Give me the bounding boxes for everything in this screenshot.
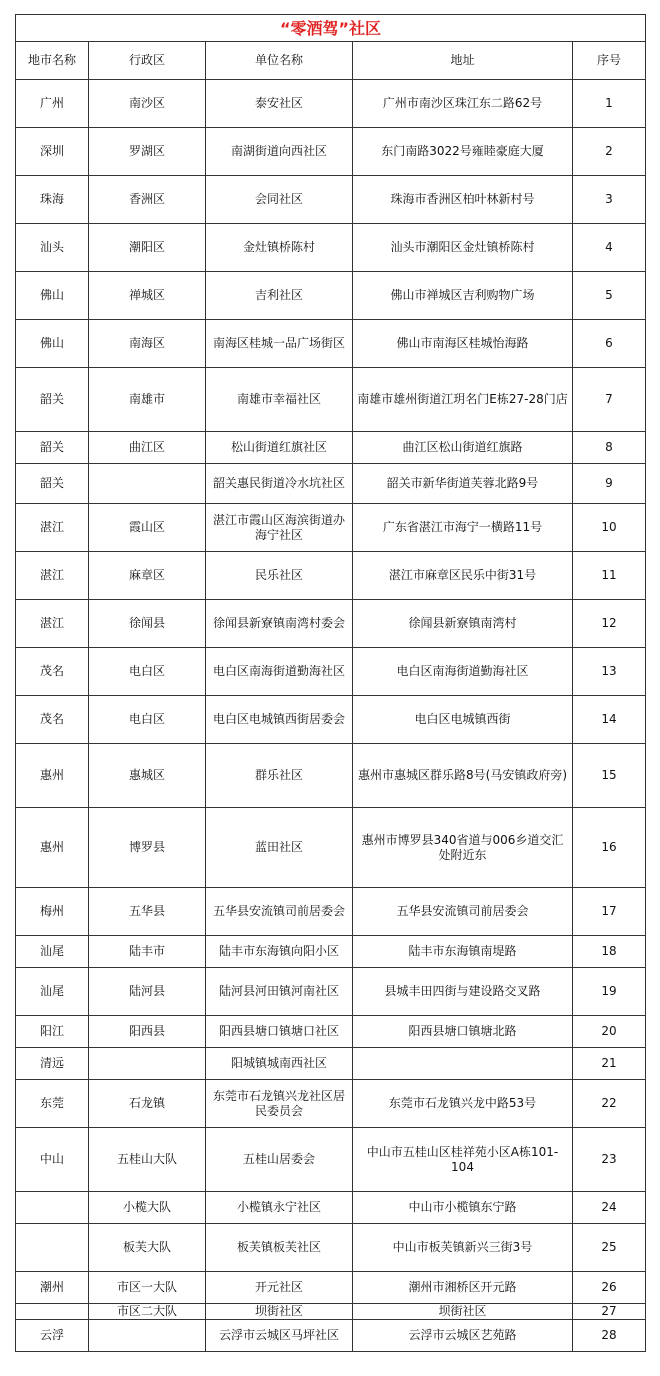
unit-cell: 陆河县河田镇河南社区: [206, 968, 353, 1016]
city-cell: 深圳: [16, 128, 89, 176]
header-number: 序号: [573, 42, 646, 80]
address-cell: 广州市南沙区珠江东二路62号: [353, 80, 573, 128]
address-cell: 徐闻县新寮镇南湾村: [353, 600, 573, 648]
city-cell: 汕尾: [16, 936, 89, 968]
number-cell: 18: [573, 936, 646, 968]
district-cell: 阳西县: [89, 1016, 206, 1048]
number-cell: 14: [573, 696, 646, 744]
district-cell: 五桂山大队: [89, 1128, 206, 1192]
table-row: [16, 504, 646, 552]
number-cell: 22: [573, 1080, 646, 1128]
table-row: [16, 1080, 646, 1128]
table-row: [16, 224, 646, 272]
city-cell: 潮州: [16, 1272, 89, 1304]
city-cell: 佛山: [16, 320, 89, 368]
unit-cell: 电白区南海街道勤海社区: [206, 648, 353, 696]
city-cell: 云浮: [16, 1320, 89, 1352]
address-cell: 潮州市湘桥区开元路: [353, 1272, 573, 1304]
district-cell: 惠城区: [89, 744, 206, 808]
number-cell: 19: [573, 968, 646, 1016]
city-cell: 珠海: [16, 176, 89, 224]
district-cell: [89, 1048, 206, 1080]
address-cell: 阳西县塘口镇塘北路: [353, 1016, 573, 1048]
number-cell: 25: [573, 1224, 646, 1272]
address-cell: 南雄市雄州街道江玥名门E栋27-28门店: [353, 368, 573, 432]
unit-cell: 群乐社区: [206, 744, 353, 808]
number-cell: 26: [573, 1272, 646, 1304]
address-cell: 佛山市禅城区吉利购物广场: [353, 272, 573, 320]
number-cell: 16: [573, 808, 646, 888]
table-title: “零酒驾”社区: [16, 15, 646, 42]
number-cell: 28: [573, 1320, 646, 1352]
unit-cell: 东莞市石龙镇兴龙社区居民委员会: [206, 1080, 353, 1128]
table-row: [16, 1304, 646, 1320]
district-cell: 罗湖区: [89, 128, 206, 176]
table-row: [16, 176, 646, 224]
city-cell: 汕头: [16, 224, 89, 272]
table-row: [16, 1016, 646, 1048]
unit-cell: 阳城镇城南西社区: [206, 1048, 353, 1080]
header-address: 地址: [353, 42, 573, 80]
unit-cell: 湛江市霞山区海滨街道办海宁社区: [206, 504, 353, 552]
number-cell: 10: [573, 504, 646, 552]
address-cell: 惠州市博罗县340省道与006乡道交汇处附近东: [353, 808, 573, 888]
table-row: [16, 464, 646, 504]
unit-cell: 五桂山居委会: [206, 1128, 353, 1192]
unit-cell: 民乐社区: [206, 552, 353, 600]
table-body: [16, 80, 646, 1352]
district-cell: 板芙大队: [89, 1224, 206, 1272]
city-cell: 中山: [16, 1128, 89, 1192]
unit-cell: 小榄镇永宁社区: [206, 1192, 353, 1224]
city-cell: 湛江: [16, 504, 89, 552]
city-cell: 茂名: [16, 696, 89, 744]
district-cell: 小榄大队: [89, 1192, 206, 1224]
district-cell: 南沙区: [89, 80, 206, 128]
unit-cell: 南海区桂城一品广场街区: [206, 320, 353, 368]
table-row: [16, 888, 646, 936]
header-district: 行政区: [89, 42, 206, 80]
header-city: 地市名称: [16, 42, 89, 80]
address-cell: 汕头市潮阳区金灶镇桥陈村: [353, 224, 573, 272]
table-row: [16, 432, 646, 464]
number-cell: 23: [573, 1128, 646, 1192]
number-cell: 21: [573, 1048, 646, 1080]
district-cell: 禅城区: [89, 272, 206, 320]
header-unit: 单位名称: [206, 42, 353, 80]
table-row: [16, 128, 646, 176]
unit-cell: 韶关惠民街道冷水坑社区: [206, 464, 353, 504]
address-cell: 中山市五桂山区桂祥苑小区A栋101-104: [353, 1128, 573, 1192]
address-cell: 县城丰田四街与建设路交叉路: [353, 968, 573, 1016]
city-cell: 韶关: [16, 432, 89, 464]
district-cell: [89, 464, 206, 504]
unit-cell: 南雄市幸福社区: [206, 368, 353, 432]
unit-cell: 板芙镇板芙社区: [206, 1224, 353, 1272]
city-cell: 湛江: [16, 552, 89, 600]
unit-cell: 蓝田社区: [206, 808, 353, 888]
district-cell: 南雄市: [89, 368, 206, 432]
number-cell: 6: [573, 320, 646, 368]
unit-cell: 云浮市云城区马坪社区: [206, 1320, 353, 1352]
community-table: [15, 14, 646, 1352]
address-cell: [353, 1048, 573, 1080]
table-row: [16, 600, 646, 648]
unit-cell: 徐闻县新寮镇南湾村委会: [206, 600, 353, 648]
unit-cell: 阳西县塘口镇塘口社区: [206, 1016, 353, 1048]
unit-cell: 松山街道红旗社区: [206, 432, 353, 464]
address-cell: 湛江市麻章区民乐中街31号: [353, 552, 573, 600]
city-cell: [16, 1192, 89, 1224]
table-row: [16, 272, 646, 320]
address-cell: 中山市板芙镇新兴三街3号: [353, 1224, 573, 1272]
table-row: [16, 1128, 646, 1192]
city-cell: 梅州: [16, 888, 89, 936]
city-cell: 韶关: [16, 464, 89, 504]
unit-cell: 泰安社区: [206, 80, 353, 128]
number-cell: 27: [573, 1304, 646, 1320]
header-row: [16, 42, 646, 80]
address-cell: 电白区电城镇西街: [353, 696, 573, 744]
city-cell: 湛江: [16, 600, 89, 648]
unit-cell: 吉利社区: [206, 272, 353, 320]
city-cell: 惠州: [16, 808, 89, 888]
address-cell: 东门南路3022号雍睦豪庭大厦: [353, 128, 573, 176]
city-cell: [16, 1304, 89, 1320]
number-cell: 24: [573, 1192, 646, 1224]
city-cell: 茂名: [16, 648, 89, 696]
table-row: [16, 744, 646, 808]
city-cell: 阳江: [16, 1016, 89, 1048]
table-row: [16, 1048, 646, 1080]
unit-cell: 南湖街道向西社区: [206, 128, 353, 176]
city-cell: 汕尾: [16, 968, 89, 1016]
address-cell: 东莞市石龙镇兴龙中路53号: [353, 1080, 573, 1128]
table-row: [16, 648, 646, 696]
number-cell: 17: [573, 888, 646, 936]
district-cell: 电白区: [89, 696, 206, 744]
number-cell: 2: [573, 128, 646, 176]
table-row: [16, 1320, 646, 1352]
district-cell: 潮阳区: [89, 224, 206, 272]
city-cell: 韶关: [16, 368, 89, 432]
district-cell: [89, 1320, 206, 1352]
number-cell: 1: [573, 80, 646, 128]
district-cell: 麻章区: [89, 552, 206, 600]
table-row: [16, 968, 646, 1016]
address-cell: 电白区南海街道勤海社区: [353, 648, 573, 696]
table-row: [16, 936, 646, 968]
city-cell: [16, 1224, 89, 1272]
district-cell: 曲江区: [89, 432, 206, 464]
unit-cell: 坝街社区: [206, 1304, 353, 1320]
number-cell: 8: [573, 432, 646, 464]
district-cell: 石龙镇: [89, 1080, 206, 1128]
address-cell: 陆丰市东海镇南堤路: [353, 936, 573, 968]
unit-cell: 陆丰市东海镇向阳小区: [206, 936, 353, 968]
number-cell: 11: [573, 552, 646, 600]
number-cell: 12: [573, 600, 646, 648]
address-cell: 广东省湛江市海宁一横路11号: [353, 504, 573, 552]
city-cell: 佛山: [16, 272, 89, 320]
city-cell: 清远: [16, 1048, 89, 1080]
table-row: [16, 552, 646, 600]
district-cell: 博罗县: [89, 808, 206, 888]
district-cell: 霞山区: [89, 504, 206, 552]
city-cell: 惠州: [16, 744, 89, 808]
city-cell: 广州: [16, 80, 89, 128]
address-cell: 韶关市新华街道芙蓉北路9号: [353, 464, 573, 504]
district-cell: 电白区: [89, 648, 206, 696]
district-cell: 南海区: [89, 320, 206, 368]
table-row: [16, 696, 646, 744]
address-cell: 珠海市香洲区柏叶林新村号: [353, 176, 573, 224]
district-cell: 市区一大队: [89, 1272, 206, 1304]
number-cell: 4: [573, 224, 646, 272]
table-row: [16, 808, 646, 888]
address-cell: 曲江区松山街道红旗路: [353, 432, 573, 464]
district-cell: 陆丰市: [89, 936, 206, 968]
number-cell: 9: [573, 464, 646, 504]
district-cell: 五华县: [89, 888, 206, 936]
table-row: [16, 1192, 646, 1224]
address-cell: 中山市小榄镇东宁路: [353, 1192, 573, 1224]
number-cell: 7: [573, 368, 646, 432]
district-cell: 市区二大队: [89, 1304, 206, 1320]
unit-cell: 金灶镇桥陈村: [206, 224, 353, 272]
unit-cell: 会同社区: [206, 176, 353, 224]
number-cell: 20: [573, 1016, 646, 1048]
table-row: [16, 1272, 646, 1304]
address-cell: 佛山市南海区桂城怡海路: [353, 320, 573, 368]
address-cell: 惠州市惠城区群乐路8号(马安镇政府旁): [353, 744, 573, 808]
district-cell: 陆河县: [89, 968, 206, 1016]
address-cell: 坝街社区: [353, 1304, 573, 1320]
table-row: [16, 1224, 646, 1272]
unit-cell: 开元社区: [206, 1272, 353, 1304]
number-cell: 15: [573, 744, 646, 808]
district-cell: 香洲区: [89, 176, 206, 224]
unit-cell: 五华县安流镇司前居委会: [206, 888, 353, 936]
table-row: [16, 80, 646, 128]
number-cell: 13: [573, 648, 646, 696]
district-cell: 徐闻县: [89, 600, 206, 648]
unit-cell: 电白区电城镇西街居委会: [206, 696, 353, 744]
number-cell: 5: [573, 272, 646, 320]
table-row: [16, 320, 646, 368]
address-cell: 五华县安流镇司前居委会: [353, 888, 573, 936]
city-cell: 东莞: [16, 1080, 89, 1128]
number-cell: 3: [573, 176, 646, 224]
table-row: [16, 368, 646, 432]
address-cell: 云浮市云城区艺苑路: [353, 1320, 573, 1352]
